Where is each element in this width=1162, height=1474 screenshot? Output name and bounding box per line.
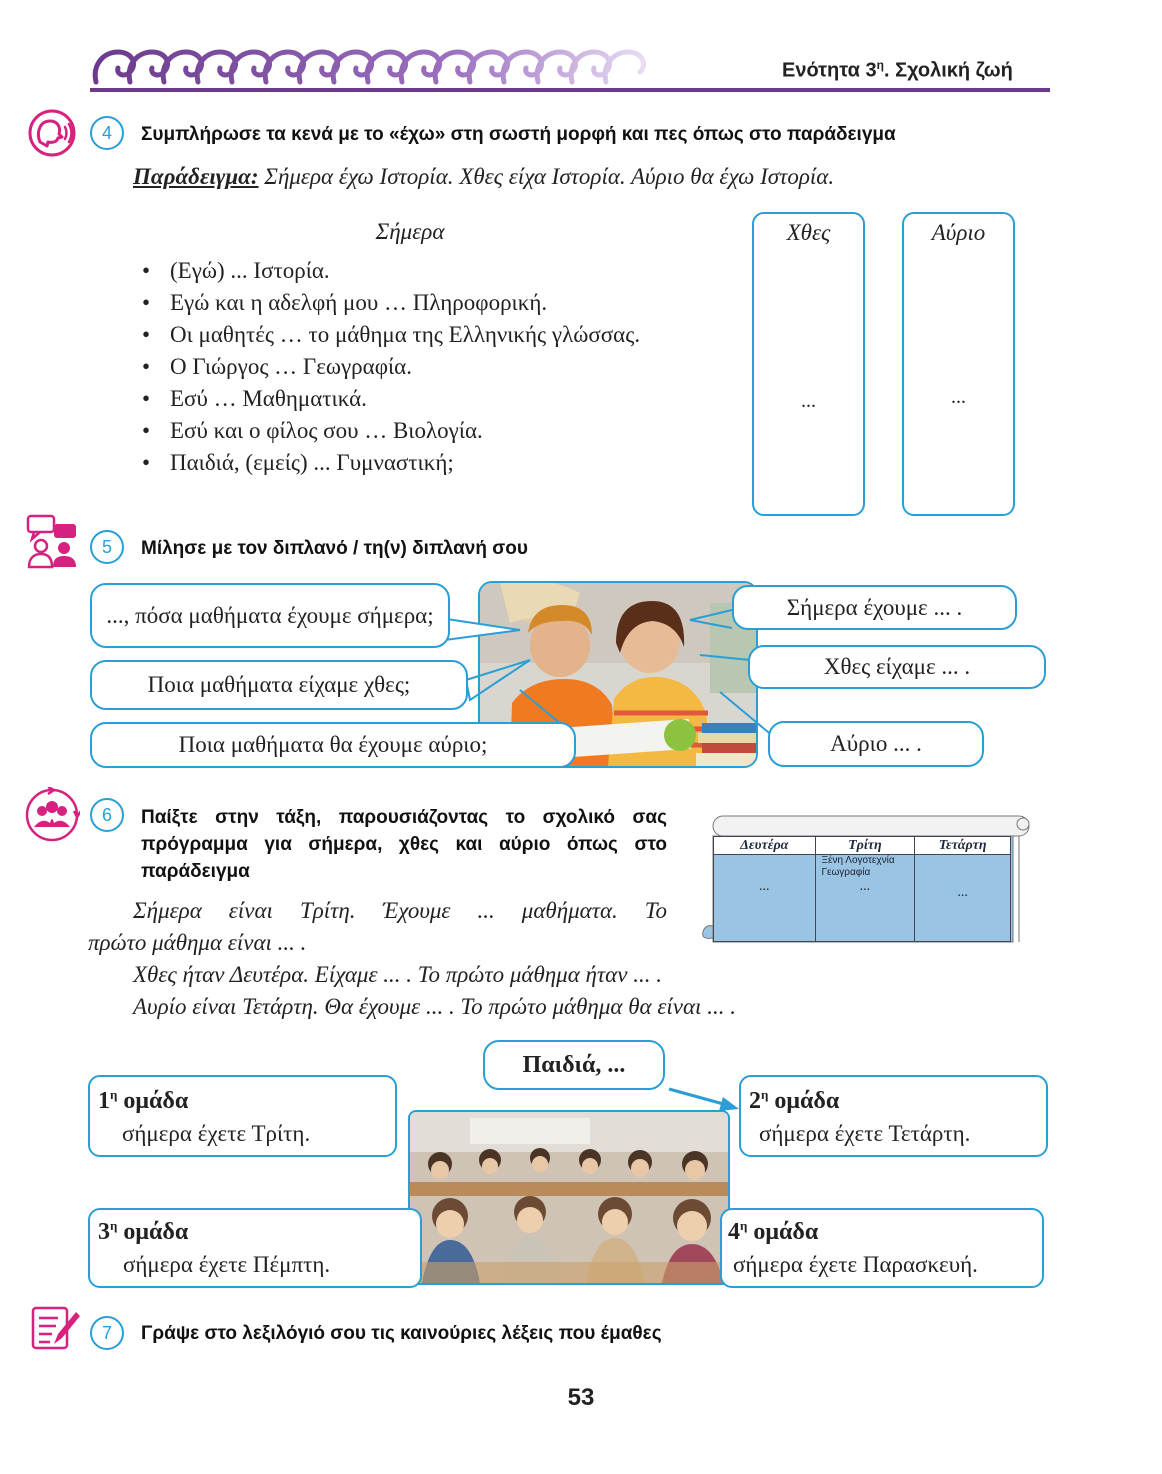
schedule-scroll: [697, 808, 1035, 948]
yesterday-blank: ...: [801, 390, 816, 412]
tomorrow-heading: Αύριο: [931, 220, 986, 245]
group-1-title: $1^\eta$ ομάδα: [98, 1087, 189, 1114]
group-play-icon: [24, 787, 80, 843]
ex6-line-1b: πρώτο μάθημα είναι ... .: [88, 930, 307, 955]
ex6-line-1a: Σήμερα είναι Τρίτη. Έχουμε ... μαθήματα. Το: [133, 898, 667, 923]
exercise-6-instruction: Παίξτε στην τάξη, παρουσιάζοντας το σχολικό σας πρόγραμμα για σήμερα, χθες και αύριο όπως στο παράδειγμα: [141, 807, 667, 882]
page-number: 53: [567, 1384, 595, 1411]
list-item: • Εσύ και ο φίλος σου … Βιολογία.: [140, 415, 720, 447]
unit-title: Ενότητα $3^\eta$. Σχολική ζωή: [782, 58, 1013, 82]
exercise-4-instruction: Συμπλήρωσε τα κενά με το «έχω» στη σωστή μορφή και πες όπως στο παράδειγμα: [141, 124, 896, 145]
ex6-line-2: Χθες ήταν Δευτέρα. Είχαμε ... . Το πρώτο μάθημα ήταν ... .: [133, 962, 662, 987]
bubble-tomorrow-answer: Αύριο ... .: [768, 721, 984, 767]
write-icon: [30, 1304, 82, 1352]
exercise-5-instruction: Μίλησε με τον διπλανό / τη(ν) διπλανή σου: [141, 538, 528, 559]
group-4-box: [720, 1208, 1044, 1288]
exercise-number-5: 5: [90, 530, 124, 564]
example-label: Παράδειγμα:: [133, 164, 259, 189]
classroom-photo: [408, 1110, 730, 1285]
yesterday-heading: Χθες: [786, 220, 831, 245]
group-1-box: [88, 1075, 397, 1157]
list-item: • Εγώ και η αδελφή μου … Πληροφορική.: [140, 287, 720, 319]
group-2-text: σήμερα έχετε Τετάρτη.: [759, 1121, 971, 1146]
schedule-cell-wednesday: ...: [915, 855, 1011, 942]
callout-children: Παιδιά, ...: [483, 1040, 665, 1090]
bubble-how-many-lessons: ..., πόσα μαθήματα έχουμε σήμερα;: [90, 583, 450, 648]
bubble-tomorrow-question: Ποια μαθήματα θα έχουμε αύριο;: [90, 722, 576, 768]
schedule-table: [713, 836, 1011, 942]
exercise-number-7: 7: [90, 1316, 124, 1350]
bubble-yesterday-question: Ποια μαθήματα είχαμε χθες;: [90, 660, 468, 710]
exercise-number-4: 4: [90, 116, 124, 150]
group-3-title: $3^\eta$ ομάδα: [98, 1218, 189, 1245]
list-item: • (Εγώ) ... Ιστορία.: [140, 255, 720, 287]
list-item: • Οι μαθητές … το μάθημα της Ελληνικής γλώσσας.: [140, 319, 710, 351]
list-item: • Παιδιά, (εμείς) ... Γυμναστική;: [140, 447, 720, 479]
group-4-title: $4^\eta$ ομάδα: [728, 1218, 819, 1245]
bubble-yesterday-answer: Χθες είχαμε ... .: [748, 645, 1046, 689]
group-2-title: $2^\eta$ ομάδα: [749, 1087, 840, 1114]
schedule-header-wednesday: Τετάρτη: [915, 837, 1011, 855]
group-3-box: [88, 1208, 422, 1288]
schedule-header-monday: Δευτέρα: [714, 837, 816, 855]
schedule-cell-monday: ...: [714, 855, 816, 942]
group-1-text: σήμερα έχετε Τρίτη.: [122, 1121, 311, 1146]
exercise-7-instruction: Γράψε στο λεξιλόγιό σου τις καινούριες λέξεις που έμαθες: [141, 1323, 662, 1344]
list-item: • Ο Γιώργος … Γεωγραφία.: [140, 351, 720, 383]
example-text: Σήμερα έχω Ιστορία. Χθες είχα Ιστορία. Αύριο θα έχω Ιστορία.: [258, 164, 835, 189]
list-item: • Εσύ … Μαθηματικά.: [140, 383, 720, 415]
schedule-header-tuesday: Τρίτη: [815, 837, 915, 855]
tomorrow-blank: ...: [951, 386, 966, 408]
group-2-box: [739, 1075, 1048, 1157]
bubble-today-answer: Σήμερα έχουμε ... .: [732, 585, 1017, 630]
group-4-text: σήμερα έχετε Παρασκευή.: [733, 1252, 978, 1277]
schedule-cell-tuesday: Ξένη Λογοτεχνία Γεωγραφία ...: [815, 855, 915, 942]
exercise-number-6: 6: [90, 798, 124, 832]
today-heading: Σήμερα: [375, 219, 445, 244]
group-3-text: σήμερα έχετε Πέμπτη.: [123, 1252, 331, 1277]
ex6-line-3: Αυρίο είναι Τετάρτη. Θα έχουμε ... . Το πρώτο μάθημα θα είναι ... .: [133, 994, 736, 1019]
